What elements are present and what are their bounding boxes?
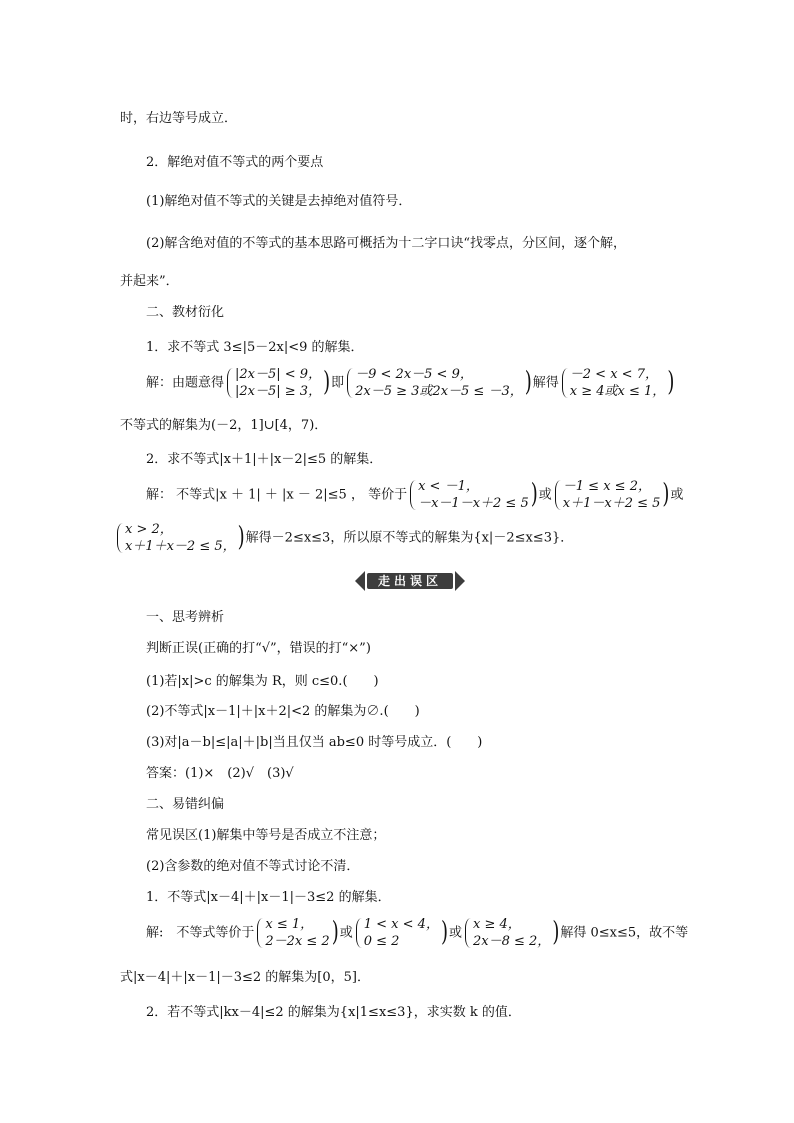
- or-text: 或: [339, 925, 353, 941]
- solution-3-result: 解得 0≤x≤5，故不等: [560, 925, 689, 941]
- system-2a: x < －1， －x－1－x＋2 ≤ 5: [409, 478, 529, 512]
- judge-item-1: (1)若|x|>c 的解集为 R，则 c≤0.( ): [146, 674, 379, 689]
- system-1a: |2x－5| < 9， |2x－5| ≥ 3，: [226, 366, 321, 400]
- exercise-2: 2．若不等式|kx－4|≤2 的解集为{x|1≤x≤3}，求实数 k 的值．: [146, 1005, 521, 1020]
- exercise-1: 1．不等式|x－4|＋|x－1|－3≤2 的解集．: [146, 890, 391, 905]
- point-2-item-2: (2)解含绝对值的不等式的基本思路可概括为十二字口诀“找零点，分区间，逐个解，: [146, 236, 627, 251]
- point-2-item-2-cont: 并起来”．: [120, 274, 179, 289]
- closing-paren: ): [524, 366, 532, 398]
- solution-1-mid: 即: [331, 375, 345, 391]
- banner-right-arrow: [455, 571, 465, 591]
- point-2-item-1: (1)解绝对值不等式的关键是去掉绝对值符号．: [146, 194, 412, 209]
- judge-item-2: (2)不等式|x－1|＋|x＋2|<2 的解集为∅.( ): [146, 704, 420, 719]
- judge-instruction: 判断正误(正确的打“√”，错误的打“×”): [146, 641, 371, 656]
- closing-paren: ): [331, 916, 339, 948]
- solution-2: [146, 478, 683, 512]
- system-3c: x ≥ 4， 2x－8 ≤ 2，: [464, 916, 550, 950]
- system-2b: －1 ≤ x ≤ 2， x＋1－x＋2 ≤ 5: [554, 478, 661, 512]
- question-2: 2．求不等式|x＋1|＋|x－2|≤5 的解集．: [146, 452, 383, 467]
- solution-1-result: 不等式的解集为(－2，1]∪[4，7)．: [120, 418, 328, 433]
- heading-textbook-extension: 二、教材衍化: [146, 305, 225, 320]
- paragraph-continuation: 时，右边等号成立．: [120, 111, 238, 126]
- banner-left-arrow: [355, 571, 365, 591]
- judge-item-3: (3)对|a－b|≤|a|＋|b|当且仅当 ab≤0 时等号成立．( ): [146, 735, 483, 750]
- solution-2-cont: [114, 521, 573, 555]
- heading-errors: 二、易错纠偏: [146, 797, 225, 812]
- solution-1: [146, 366, 675, 400]
- closing-paren: ): [552, 916, 560, 948]
- judge-answer: 答案：(1)× (2)√ (3)√: [146, 766, 294, 781]
- closing-paren: ): [667, 366, 675, 398]
- banner-title: 走出误区: [377, 574, 442, 588]
- system-3a: x ≤ 1， 2－2x ≤ 2: [256, 916, 329, 950]
- question-1: 1．求不等式 3≤|5－2x|<9 的解集．: [146, 340, 364, 355]
- solution-1-mid2: 解得: [532, 375, 559, 391]
- system-1c: －2 < x < 7， x ≥ 4或x ≤ 1，: [561, 366, 666, 400]
- heading-thinking: 一、思考辨析: [146, 610, 225, 625]
- common-mistake-2: (2)含参数的绝对值不等式讨论不清．: [146, 859, 360, 874]
- closing-paren: ): [440, 916, 448, 948]
- solution-3-lead: 解: 不等式等价于: [146, 925, 255, 941]
- section-point-2: 2．解绝对值不等式的两个要点: [146, 155, 324, 170]
- or-text: 或: [670, 487, 684, 503]
- closing-paren: ): [530, 478, 538, 510]
- system-2c: x > 2， x＋1＋x－2 ≤ 5，: [116, 521, 236, 555]
- closing-paren: ): [662, 478, 670, 510]
- or-text: 或: [538, 487, 552, 503]
- common-mistake-1: 常见误区(1)解集中等号是否成立不注意；: [146, 828, 386, 843]
- solution-2-lead: 解： 不等式|x ＋ 1| ＋ |x － 2|≤5 ， 等价于: [146, 487, 408, 503]
- system-3b: 1 < x < 4， 0 ≤ 2: [355, 916, 439, 950]
- section-banner: [353, 571, 467, 591]
- solution-2-result: 解得－2≤x≤3，所以原不等式的解集为{x|－2≤x≤3}．: [245, 530, 574, 546]
- closing-paren: ): [237, 521, 245, 553]
- solution-3: [146, 916, 688, 950]
- solution-1-lead: 解：由题意得: [146, 375, 225, 391]
- or-text: 或: [448, 925, 462, 941]
- closing-paren: ): [323, 366, 331, 398]
- system-1b: －9 < 2x－5 < 9， 2x－5 ≥ 3或2x－5 ≤ －3，: [346, 366, 523, 400]
- solution-3-cont: 式|x－4|＋|x－1|－3≤2 的解集为[0，5]．: [120, 970, 370, 985]
